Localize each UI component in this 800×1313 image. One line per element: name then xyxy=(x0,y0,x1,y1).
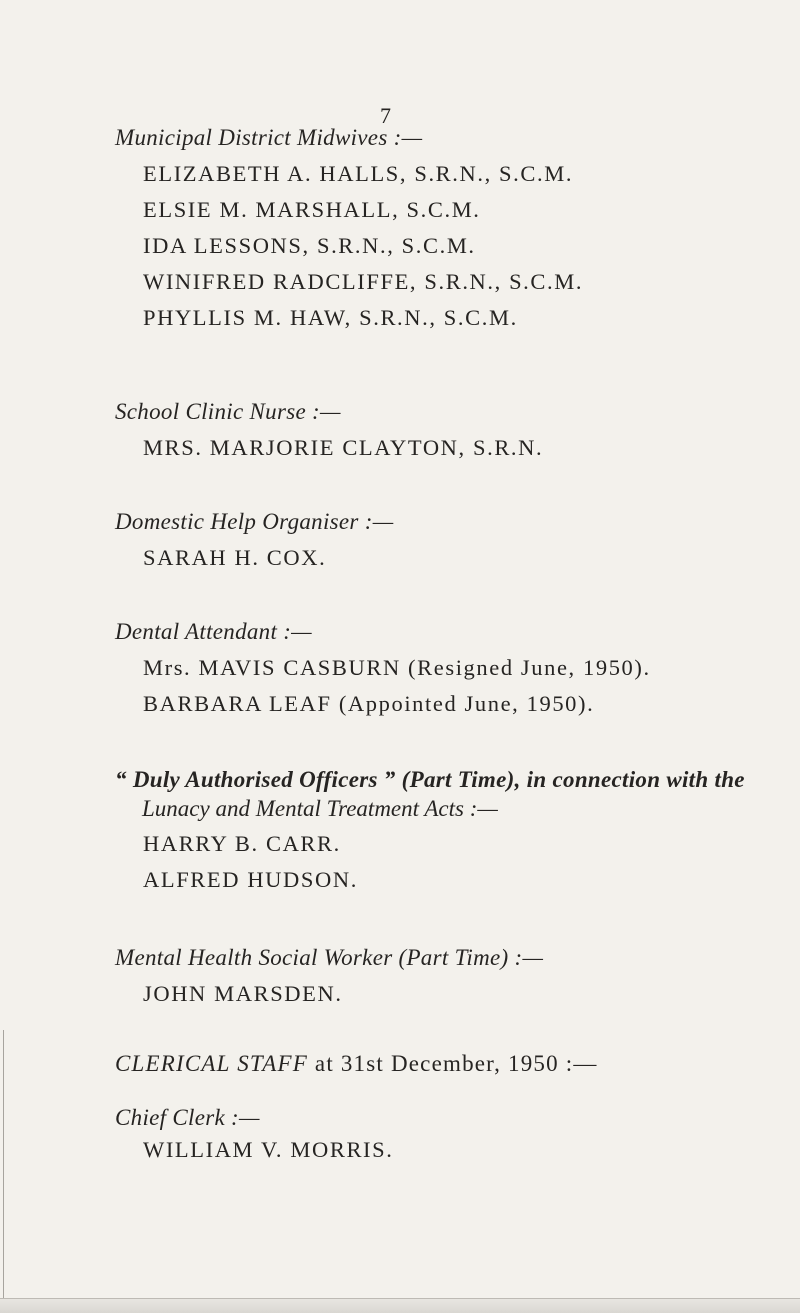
section-mental-health-social-worker xyxy=(115,944,760,1012)
list-item: ELIZABETH A. HALLS, S.R.N., S.C.M. xyxy=(143,161,574,186)
list-item: Mrs. MAVIS CASBURN (Resigned June, 1950). xyxy=(143,655,651,680)
section-heading: Municipal District Midwives :— xyxy=(115,125,423,150)
list-item: ELSIE M. MARSHALL, S.C.M. xyxy=(143,197,481,222)
list-item: IDA LESSONS, S.R.N., S.C.M. xyxy=(143,233,476,258)
section-chief-clerk xyxy=(115,1104,760,1168)
list-item: JOHN MARSDEN. xyxy=(143,981,343,1006)
list-item: SARAH H. COX. xyxy=(143,545,327,570)
section-heading: Mental Health Social Worker (Part Time) :— xyxy=(115,945,544,970)
section-municipal-midwives xyxy=(115,124,760,336)
section-heading: Dental Attendant :— xyxy=(115,619,312,644)
section-dental-attendant xyxy=(115,618,760,722)
section-heading: CLERICAL STAFF xyxy=(115,1051,308,1076)
section-heading-continuation: Lunacy and Mental Treatment Acts :— xyxy=(142,796,498,821)
list-item: ALFRED HUDSON. xyxy=(143,867,358,892)
section-school-clinic-nurse xyxy=(115,398,760,466)
section-duly-authorised-officers xyxy=(115,766,780,898)
section-heading: Chief Clerk :— xyxy=(115,1105,260,1130)
section-domestic-help-organiser xyxy=(115,508,760,576)
page-bottom-edge xyxy=(0,1298,800,1313)
list-item: PHYLLIS M. HAW, S.R.N., S.C.M. xyxy=(143,305,518,330)
list-item: WILLIAM V. MORRIS. xyxy=(143,1137,394,1162)
list-item: MRS. MARJORIE CLAYTON, S.R.N. xyxy=(143,435,544,460)
list-item: HARRY B. CARR. xyxy=(143,831,341,856)
section-heading: “ Duly Authorised Officers ” (Part Time), in connection with the xyxy=(115,767,745,792)
list-item: BARBARA LEAF (Appointed June, 1950). xyxy=(143,691,595,716)
list-item: WINIFRED RADCLIFFE, S.R.N., S.C.M. xyxy=(143,269,584,294)
page-number: 7 xyxy=(380,103,391,128)
section-clerical-staff xyxy=(115,1050,760,1078)
section-heading: Domestic Help Organiser :— xyxy=(115,509,394,534)
section-heading: School Clinic Nurse :— xyxy=(115,399,341,424)
section-heading-date: at 31st December, 1950 :— xyxy=(314,1051,598,1076)
page-edge-line xyxy=(3,1030,4,1300)
